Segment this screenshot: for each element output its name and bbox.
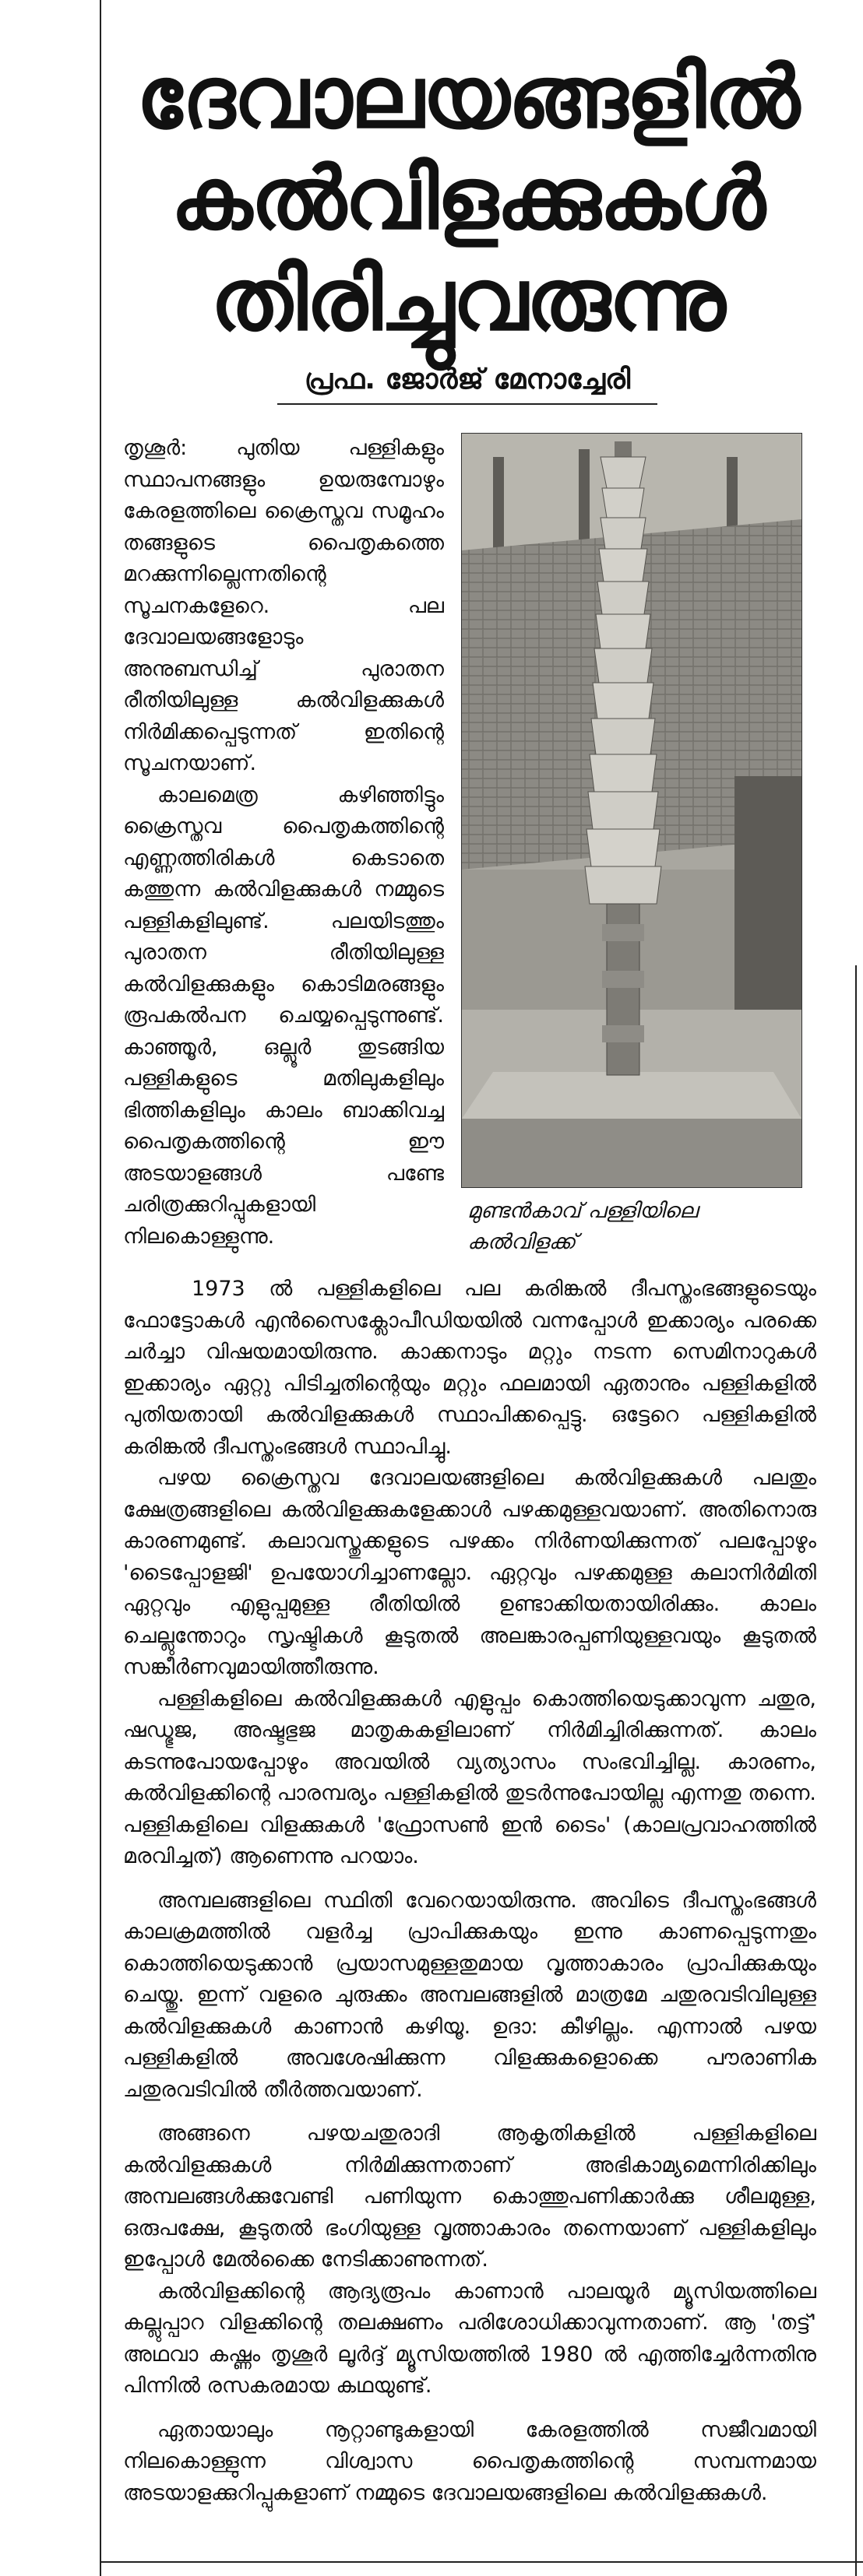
article-headline xyxy=(109,47,826,350)
paragraph-4: പഴയ ക്രൈസ്തവ ദേവാലയങ്ങളിലെ കൽവിളക്കുകൾ പലതും ക്ഷേത്രങ്ങളിലെ കൽവിളക്കുകളേക്കാൾ പഴക്കമുള്ളവയാണ്. അതിനൊരു കാരണമുണ്ട്. കലാവസ്തുക്കളുടെ പഴക്കം നിർണയിക്കുന്നത് പലപ്പോഴും 'ടൈപ്പോളജി' ഉപയോഗിച്ചാണല്ലോ. ഏറ്റവും പഴക്കമുള്ള കലാനിർമിതി ഏറ്റവും എളുപ്പമുള്ള രീതിയിൽ ഉണ്ടാക്കിയതായിരിക്കും. കാലം ചെല്ലുന്തോറും സൃഷ്ടികൾ കൂടുതൽ അലങ്കാരപ്പണിയുള്ളവയും കൂടുതൽ സങ്കീർണവുമായിത്തീരുന്നു. xyxy=(123,1466,816,1679)
paragraph-5: പള്ളികളിലെ കൽവിളക്കുകൾ എളുപ്പം കൊത്തിയെടുക്കാവുന്ന ചതുര, ഷഡ്ഭുജ, അഷ്ടഭുജ മാതൃകകളിലാണ് നിർമിച്ചിരിക്കുന്നത്. കാലം കടന്നുപോയപ്പോഴും അവയിൽ വ്യത്യാസം സംഭവിച്ചില്ല. കാരണം, കൽവിളക്കിന്റെ പാരമ്പര്യം പള്ളികളിൽ തുടർന്നുപോയില്ല എന്നതു തന്നെ. പള്ളികളിലെ വിളക്കുകൾ 'ഫ്രോസൺ ഇൻ ടൈം' (കാലപ്രവാഹത്തിൽ മരവിച്ചത്) ആണെന്നു പറയാം. xyxy=(123,1686,816,1868)
headline-line-2: കൽവിളക്കുകൾ xyxy=(171,149,764,248)
paragraph-2: കാലമെത്ര കഴിഞ്ഞിട്ടും ക്രൈസ്തവ പൈതൃകത്തിന്റെ എണ്ണത്തിരികൾ കെടാതെ കത്തുന്ന കൽവിളക്കുകൾ നമ്മുടെ പള്ളികളിലുണ്ട്. പലയിടത്തും പുരാതന രീതിയിലുള്ള കൽവിളക്കുകളും കൊടിമരങ്ങളും രൂപകൽപന ചെയ്യപ്പെടുന്നുണ്ട്. കാഞ്ഞൂർ, ഒല്ലൂർ തുടങ്ങിയ പള്ളികളുടെ മതിലുകളിലും ഭിത്തികളിലും കാലം ബാക്കിവച്ച പൈതൃകത്തിന്റെ ഈ അടയാളങ്ങൾ പണ്ടേ ചരിത്രക്കുറിപ്പുകളായി നിലകൊള്ളുന്നു. xyxy=(123,782,444,1249)
paragraph-6: അമ്പലങ്ങളിലെ സ്ഥിതി വേറെയായിരുന്നു. അവിടെ ദീപസ്തംഭങ്ങൾ കാലക്രമത്തിൽ വളർച്ച പ്രാപിക്കുകയും ഇന്നു കാണപ്പെടുന്നതും കൊത്തിയെടുക്കാൻ പ്രയാസമുള്ളതുമായ വൃത്താകാരം പ്രാപിക്കുകയും ചെയ്തു. ഇന്ന് വളരെ ചുരുക്കം അമ്പലങ്ങളിൽ മാത്രമേ ചതുരവടിവിലുള്ള കൽവിളക്കുകൾ കാണാൻ കഴിയൂ. ഉദാ: കീഴില്ലം. എന്നാൽ പഴയ പള്ളികളിൽ അവശേഷിക്കുന്ന വിളക്കുകളൊക്കെ പൗരാണിക ചതുരവടിവിൽ തീർത്തവയാണ്. xyxy=(123,1888,816,2102)
stone-lamp-image xyxy=(462,434,801,1187)
byline-underline xyxy=(277,403,657,405)
paragraph-9: ഏതായാലും നൂറ്റാണ്ടുകളായി കേരളത്തിൽ സജീവമായി നിലകൊള്ളുന്ന വിശ്വാസ പൈതൃകത്തിന്റെ സമ്പന്നമായ അടയാളക്കുറിപ്പുകളാണ് നമ്മുടെ ദേവാലയങ്ങളിലെ കൽവിളക്കുകൾ. xyxy=(123,2417,816,2505)
column-rule-left xyxy=(100,0,101,2576)
author-byline: പ്രഫ. ജോർജ് മേനാച്ചേരി xyxy=(304,364,631,395)
article-body-wide xyxy=(123,1274,816,2509)
photo-caption: മുണ്ടൻകാവ് പള്ളിയിലെ കൽവിളക്ക് xyxy=(467,1199,698,1254)
headline-line-3: തിരിച്ചുവരുന്നു xyxy=(210,250,724,350)
paragraph-7: അങ്ങനെ പഴയചതുരാദി ആകൃതികളിൽ പള്ളികളിലെ കൽവിളക്കുകൾ നിർമിക്കുന്നതാണ് അഭികാമ്യമെന്നിരിക്കിലും അമ്പലങ്ങൾക്കുവേണ്ടി പണിയുന്ന കൊത്തുപണിക്കാർക്കു ശീലമുള്ള, ഒരുപക്ഷേ, കൂടുതൽ ഭംഗിയുള്ള വൃത്താകാരം തന്നെയാണ് പള്ളികളിലും ഇപ്പോൾ മേൽക്കൈ നേടിക്കാണുന്നത്. xyxy=(123,2121,816,2272)
headline-line-1: ദേവാലയങ്ങളിൽ xyxy=(136,47,798,147)
paragraph-8: കൽവിളക്കിന്റെ ആദ്യരൂപം കാണാൻ പാലയൂർ മ്യൂസിയത്തിലെ കല്ലുപ്പാറ വിളക്കിന്റെ തലക്ഷണം പരിശോധിക്കാവുന്നതാണ്. ആ 'തട്ട്' അഥവാ കഷ്ണം തൃശൂർ ലൂർദ്ദ് മ്യൂസിയത്തിൽ 1980 ൽ എത്തിച്ചേർന്നതിനു പിന്നിൽ രസകരമായ കഥയുണ്ട്. xyxy=(123,2279,816,2398)
paragraph-3: 1973 ൽ പള്ളികളിലെ പല കരിങ്കൽ ദീപസ്തംഭങ്ങളുടെയും ഫോട്ടോകൾ എൻസൈക്ലോപീഡിയയിൽ വന്നപ്പോൾ ഇക്കാര്യം പരക്കെ ചർച്ചാ വിഷയമായിരുന്നു. കാക്കനാടും മറ്റും നടന്ന സെമിനാറുകൾ ഇക്കാര്യം ഏറ്റു പിടിച്ചതിന്റെയും മറ്റും ഫലമായി ഏതാനും പള്ളികളിൽ പുതിയതായി കൽവിളക്കുകൾ സ്ഥാപിക്കപ്പെട്ടു. ഒട്ടേറെ പള്ളികളിൽ കരിങ്കൽ ദീപസ്തംഭങ്ങൾ സ്ഥാപിച്ചു. xyxy=(123,1277,816,1459)
bottom-rule xyxy=(100,2561,863,2563)
stone-lamp-photo xyxy=(461,433,802,1188)
column-rule-right xyxy=(855,965,857,2576)
paragraph-1: തൃശൂർ: പുതിയ പള്ളികളും സ്ഥാപനങ്ങളും ഉയരുമ്പോഴും കേരളത്തിലെ ക്രൈസ്തവ സമൂഹം തങ്ങളുടെ പൈതൃകത്തെ മറക്കുന്നില്ലെന്നതിന്റെ സൂചനകളേറെ. പല ദേവാലയങ്ങളോടും അനുബന്ധിച്ച് പുരാതന രീതിയിലുള്ള കൽവിളക്കുകൾ നിർമിക്കപ്പെടുന്നത് ഇതിന്റെ സൂചനയാണ്. xyxy=(123,436,444,775)
article-column-left xyxy=(123,433,444,1253)
